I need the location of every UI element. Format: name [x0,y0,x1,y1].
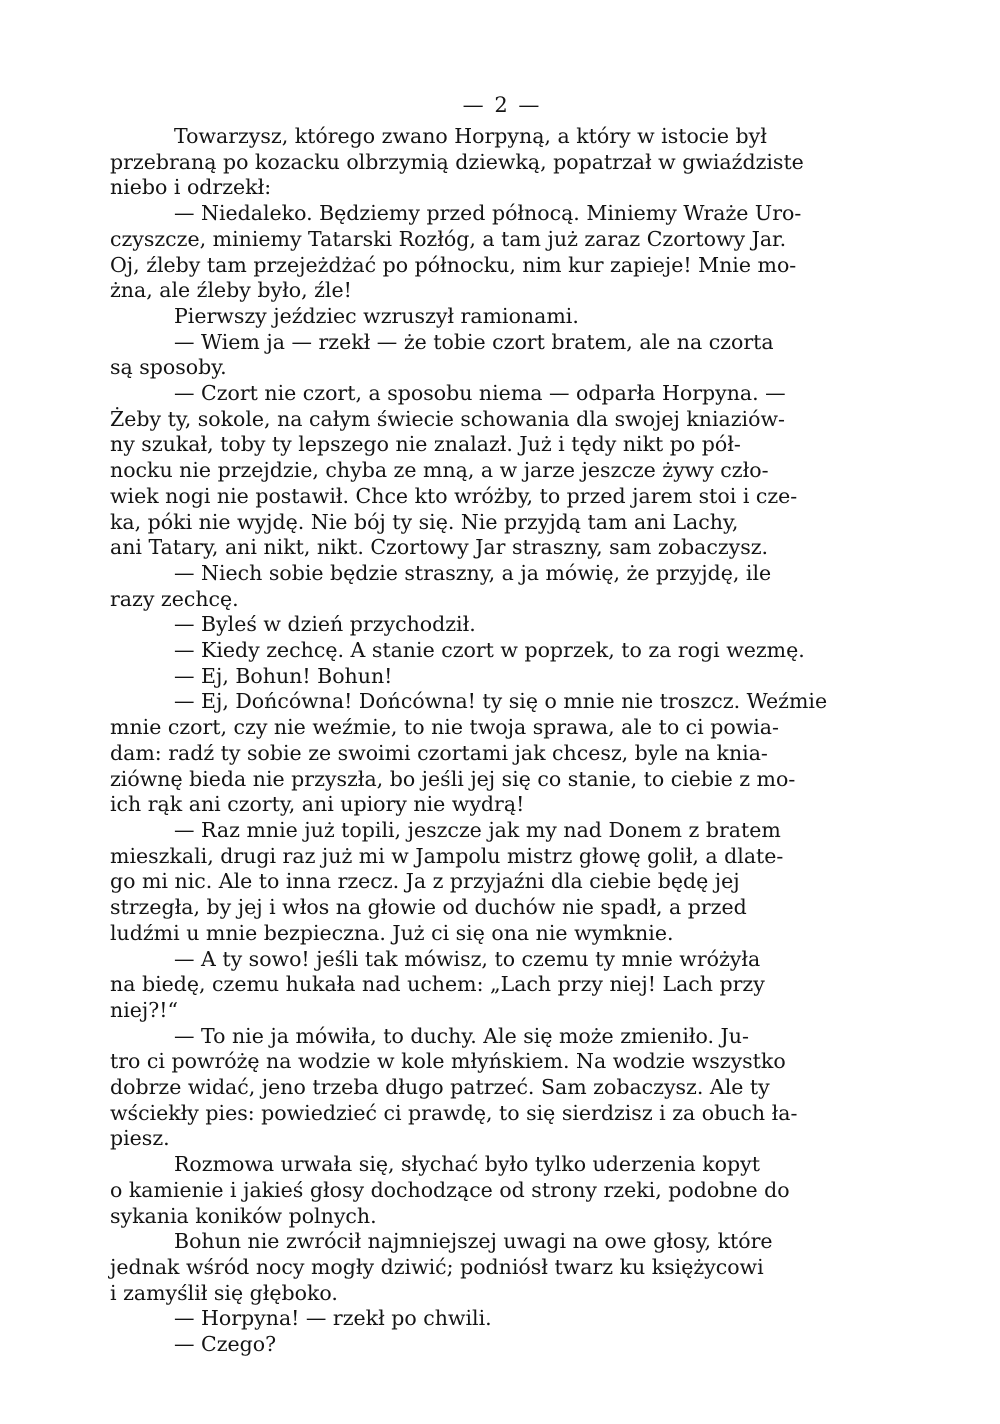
text-line: na biedę, czemu hukała nad uchem: „Lach przy niej! Lach przy [110,972,765,997]
text-line: i zamyślił się głęboko. [110,1280,338,1305]
paragraph [110,689,894,818]
paragraph [110,664,894,690]
text-line: niej?!“ [110,997,178,1022]
paragraph [110,612,894,638]
text-line: mieszkali, drugi raz już mi w Jampolu mistrz głowę golił, a dlate- [110,843,784,868]
text-line: dam: radź ty sobie ze swoimi czortami jak chcesz, byle na knia- [110,740,768,765]
paragraph [110,638,894,664]
text-line: razy zechcę. [110,586,239,611]
text-line: — Wiem ja — rzekł — że tobie czort bratem, ale na czorta [174,329,774,354]
text-line: wiek nogi nie postawił. Chce kto wróżby, to przed jarem stoi i cze- [110,483,798,508]
text-line: ziównę bieda nie przyszła, bo jeśli jej się co stanie, to ciebie z mo- [110,766,796,791]
text-line: — Czego? [174,1332,277,1357]
text-line: strzegła, by jej i włos na głowie od duchów nie spadł, a przed [110,895,747,920]
text-line: ich rąk ani czorty, ani upiory nie wydrą! [110,792,525,817]
text-line: — Ej, Dońcówna! Dońcówna! ty się o mnie nie troszcz. Weźmie [174,689,828,714]
text-line: Żeby ty, sokole, na całym świecie schowania dla swojej kniaziów- [110,406,785,431]
text-line: Rozmowa urwała się, słychać było tylko uderzenia kopyt [174,1152,760,1177]
page-number: — 2 — [462,93,542,117]
text-line: wściekły pies: powiedzieć ci prawdę, to się sierdzisz i za obuch ła- [110,1100,798,1125]
text-line: ka, póki nie wyjdę. Nie bój ty się. Nie przyjdą tam ani Lachy, [110,509,739,534]
paragraph [110,1306,894,1332]
text-line: Oj, źleby tam przejeżdżać po północku, nim kur zapieje! Mnie mo- [110,252,797,277]
paragraph [110,124,894,201]
text-line: — Niedaleko. Będziemy przed północą. Miniemy Wraże Uro- [174,201,802,226]
paragraph [110,201,894,304]
text-line: sykania koników polnych. [110,1203,377,1228]
text-line: mnie czort, czy nie weźmie, to nie twoja sprawa, ale to ci powia- [110,715,779,740]
text-line: niebo i odrzekł: [110,175,272,200]
text-line: Pierwszy jeździec wzruszył ramionami. [174,303,579,328]
text-line: — Kiedy zechcę. A stanie czort w poprzek, to za rogi wezmę. [174,638,805,663]
text-line: — Niech sobie będzie straszny, a ja mówię, że przyjdę, ile [174,560,772,585]
text-line: Bohun nie zwrócił najmniejszej uwagi na owe głosy, które [174,1229,773,1254]
paragraph [110,1229,894,1306]
text-line: czyszcze, miniemy Tatarski Rozłóg, a tam już zaraz Czortowy Jar. [110,226,787,251]
paragraph [110,304,894,330]
paragraph [110,381,894,561]
text-line: piesz. [110,1126,170,1151]
book-page [110,86,894,1358]
text-line: żna, ale źleby było, źle! [110,278,352,303]
page-text [110,124,894,1358]
text-line: ani Tatary, ani nikt, nikt. Czortowy Jar straszny, sam zobaczysz. [110,535,769,560]
text-line: są sposoby. [110,355,227,380]
paragraph [110,561,894,612]
text-line: — Raz mnie już topili, jeszcze jak my nad Donem z bratem [174,817,781,842]
text-line: o kamienie i jakieś głosy dochodzące od strony rzeki, podobne do [110,1177,790,1202]
text-line: ludźmi u mnie bezpieczna. Już ci się ona nie wymknie. [110,920,674,945]
text-line: jednak wśród nocy mogły dziwić; podniósł twarz ku księżycowi [110,1254,764,1279]
text-line: — Byleś w dzień przychodził. [174,612,476,637]
text-line: nocku nie przejdzie, chyba ze mną, a w jarze jeszcze żywy czło- [110,458,769,483]
text-line: Towarzysz, którego zwano Horpyną, a który w istocie był [174,124,767,148]
text-line: — Horpyna! — rzekł po chwili. [174,1306,492,1331]
text-line: przebraną po kozacku olbrzymią dziewką, popatrzał w gwiaździste [110,149,804,174]
paragraph [110,818,894,947]
text-line: — A ty sowo! jeśli tak mówisz, to czemu ty mnie wróżyła [174,946,761,971]
paragraph [110,330,894,381]
text-line: — To nie ja mówiła, to duchy. Ale się może zmieniło. Ju- [174,1023,749,1048]
text-line: ny szukał, toby ty lepszego nie znalazł. Już i tędy nikt po pół- [110,432,741,457]
text-line: tro ci powróżę na wodzie w kole młyńskiem. Na wodzie wszystko [110,1049,786,1074]
text-line: dobrze widać, jeno trzeba długo patrzeć. Sam zobaczysz. Ale ty [110,1075,770,1100]
paragraph [110,1024,894,1153]
paragraph [110,1152,894,1229]
paragraph [110,1332,894,1358]
text-line: — Ej, Bohun! Bohun! [174,663,393,688]
text-line: — Czort nie czort, a sposobu niema — odparła Horpyna. — [174,381,786,406]
paragraph [110,947,894,1024]
text-line: go mi nic. Ale to inna rzecz. Ja z przyjaźni dla ciebie będę jej [110,869,740,894]
